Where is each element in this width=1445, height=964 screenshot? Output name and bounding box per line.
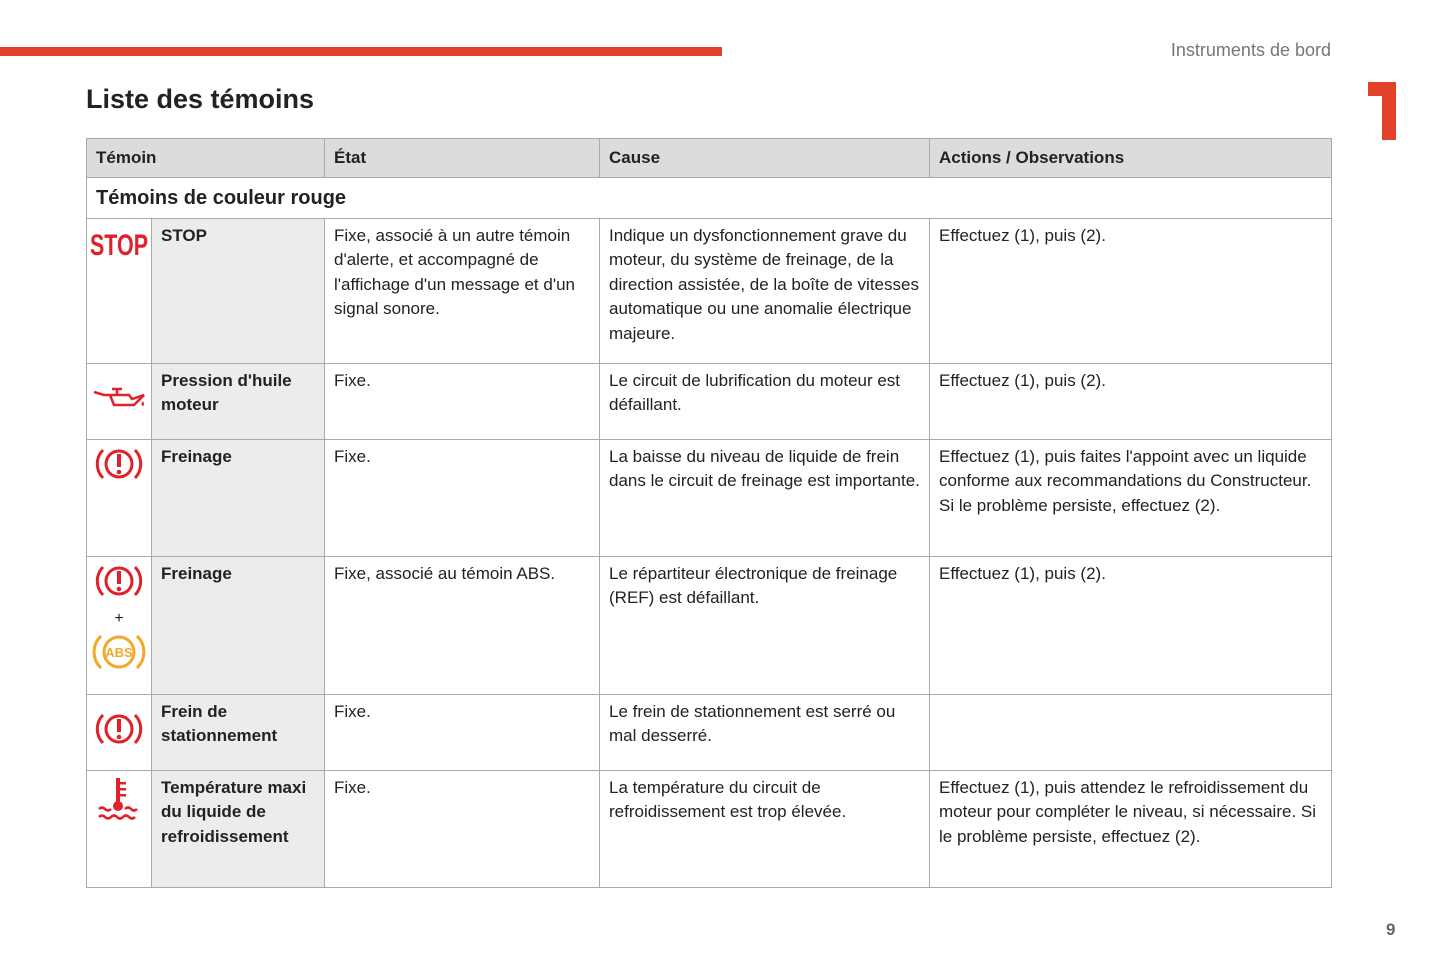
- plus-sign: +: [114, 610, 124, 628]
- cause: Le circuit de lubrification du moteur est défaillant.: [600, 364, 930, 440]
- table-row: [87, 771, 1332, 888]
- light-name: Température maxi du liquide de refroidissement: [152, 771, 325, 888]
- section-row: [87, 178, 1332, 219]
- cause: La baisse du niveau de liquide de frein dans le circuit de freinage est importante.: [600, 440, 930, 557]
- state: Fixe, associé à un autre témoin d'alerte, et accompagné de l'affichage d'un message et d'un signal sonore.: [325, 219, 600, 364]
- light-name: Pression d'huile moteur: [152, 364, 325, 440]
- abs-icon: [92, 630, 146, 674]
- chapter-number: [1368, 82, 1396, 140]
- action: [930, 695, 1332, 771]
- page-title: Liste des témoins: [86, 84, 315, 114]
- coolant-temperature-icon: [94, 775, 144, 823]
- light-name: Freinage: [152, 440, 325, 557]
- stop-icon: [87, 223, 151, 263]
- table-row: [87, 440, 1332, 557]
- state: Fixe, associé au témoin ABS.: [325, 557, 600, 695]
- table-row: [87, 695, 1332, 771]
- light-name: STOP: [152, 219, 325, 364]
- table-row: [87, 557, 1332, 695]
- table-header: [87, 139, 1332, 178]
- state: Fixe.: [325, 364, 600, 440]
- cause: Le frein de stationnement est serré ou mal desserré.: [600, 695, 930, 771]
- brake-icon: [94, 561, 144, 601]
- page-number: 9: [1386, 920, 1396, 939]
- column-header: Témoin: [87, 139, 325, 178]
- svg-text:STOP: STOP: [90, 229, 148, 262]
- svg-text:ABS: ABS: [105, 645, 133, 661]
- brake-icon: [94, 444, 144, 484]
- action: Effectuez (1), puis (2).: [930, 219, 1332, 364]
- column-header: Actions / Observations: [930, 139, 1332, 178]
- header-accent-bar: [0, 47, 722, 56]
- action: Effectuez (1), puis (2).: [930, 364, 1332, 440]
- cause: Le répartiteur électronique de freinage (REF) est défaillant.: [600, 557, 930, 695]
- light-name: Freinage: [152, 557, 325, 695]
- action: Effectuez (1), puis attendez le refroidissement du moteur pour compléter le niveau, si nécessaire. Si le problème persiste, effectuez (2).: [930, 771, 1332, 888]
- state: Fixe.: [325, 695, 600, 771]
- column-header: État: [325, 139, 600, 178]
- section-title: Instruments de bord: [1170, 40, 1331, 60]
- section-label: Témoins de couleur rouge: [87, 178, 1332, 219]
- table-row: [87, 364, 1332, 440]
- state: Fixe.: [325, 771, 600, 888]
- light-name: Frein de stationnement: [152, 695, 325, 771]
- state: Fixe.: [325, 440, 600, 557]
- action: Effectuez (1), puis (2).: [930, 557, 1332, 695]
- cause: La température du circuit de refroidissement est trop élevée.: [600, 771, 930, 888]
- oil-pressure-icon: [91, 384, 147, 412]
- column-header: Cause: [600, 139, 930, 178]
- cause: Indique un dysfonctionnement grave du moteur, du système de freinage, de la direction assistée, de la boîte de vitesses automatique ou une anomalie électrique majeure.: [600, 219, 930, 364]
- warning-lights-table: [86, 138, 1332, 888]
- table-row: [87, 219, 1332, 364]
- action: Effectuez (1), puis faites l'appoint avec un liquide conforme aux recommandations du Constructeur. Si le problème persiste, effectuez (2).: [930, 440, 1332, 557]
- parking-brake-icon: [94, 709, 144, 749]
